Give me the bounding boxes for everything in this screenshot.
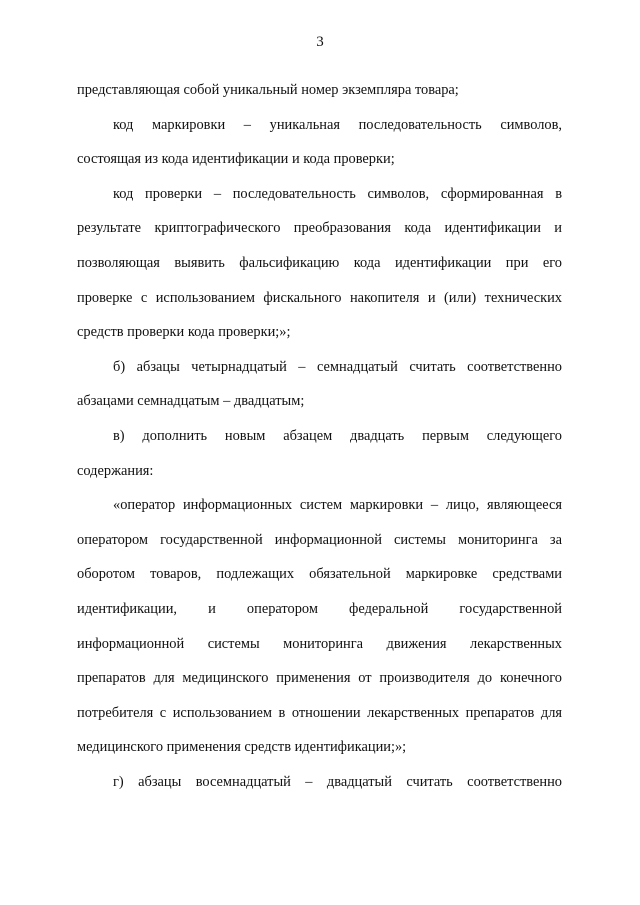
document-body xyxy=(77,73,562,799)
text-line: препаратов для медицинского применения от производителя до конечного xyxy=(77,670,562,687)
text-line: оборотом товаров, подлежащих обязательной маркировке средствами xyxy=(77,566,562,583)
text-line: состоящая из кода идентификации и кода проверки; xyxy=(77,151,395,168)
text-line: оператором государственной информационной системы мониторинга за xyxy=(77,531,562,548)
text-line: г) абзацы восемнадцатый – двадцатый считать соответственно xyxy=(113,773,562,790)
text-line: идентификации, и оператором федеральной государственной xyxy=(77,600,562,617)
text-line: код проверки – последовательность символов, сформированная в xyxy=(113,185,562,202)
text-line: позволяющая выявить фальсификацию кода идентификации при его xyxy=(77,254,562,271)
text-line: содержания: xyxy=(77,462,154,479)
text-line: потребителя с использованием в отношении лекарственных препаратов для xyxy=(77,704,562,721)
text-line: представляющая собой уникальный номер экземпляра товара; xyxy=(77,82,459,98)
text-line: проверке с использованием фискального накопителя и (или) технических xyxy=(77,289,562,306)
page-number: 3 xyxy=(316,34,324,50)
text-line: б) абзацы четырнадцатый – семнадцатый считать соответственно xyxy=(113,358,562,375)
text-line: результате криптографического преобразования кода идентификации и xyxy=(77,220,562,237)
text-line: абзацами семнадцатым – двадцатым; xyxy=(77,393,305,410)
text-line: информационной системы мониторинга движения лекарственных xyxy=(77,635,562,652)
text-line: медицинского применения средств идентификации;»; xyxy=(77,739,407,756)
text-line: код маркировки – уникальная последовательность символов, xyxy=(113,116,562,133)
text-line: «оператор информационных систем маркировки – лицо, являющееся xyxy=(113,497,562,514)
text-line: средств проверки кода проверки;»; xyxy=(77,324,291,341)
text-line: в) дополнить новым абзацем двадцать первым следующего xyxy=(113,427,562,444)
